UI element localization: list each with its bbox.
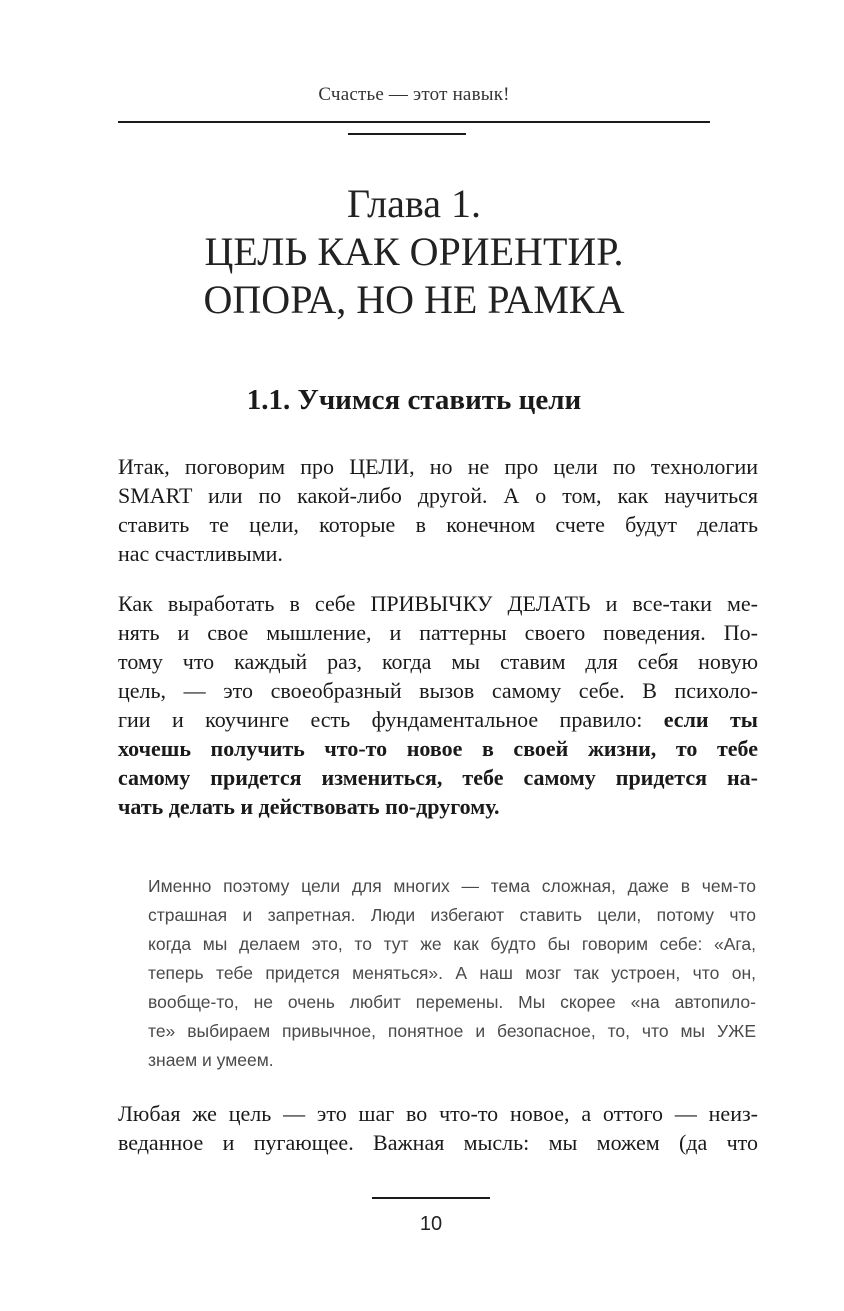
quote-line: знаем и умеем.	[148, 1050, 274, 1070]
paragraph-line: тому что каждый раз, когда мы ставим для себя новую	[118, 649, 758, 674]
chapter-title-line-1: ЦЕЛЬ КАК ОРИЕНТИР.	[204, 229, 624, 274]
quote-line: теперь тебе придется меняться». А наш мозг так устроен, что он,	[148, 963, 756, 983]
quote-line: когда мы делаем это, то тут же как будто бы говорим себе: «Ага,	[148, 934, 756, 954]
paragraph-line: нять и свое мышление, и паттерны своего поведения. По-	[118, 620, 758, 645]
paragraph-1	[118, 452, 758, 568]
paragraph-line-mixed	[118, 705, 758, 734]
paragraph-line: цель, — это своеобразный вызов самому себе. В психоло-	[118, 678, 758, 703]
quote-line: вообще-то, не очень любит перемены. Мы скорее «на автопило-	[148, 992, 756, 1012]
paragraph-line-bold: чать делать и действовать по-другому.	[118, 794, 500, 819]
chapter-title	[118, 180, 710, 324]
paragraph-2	[118, 589, 758, 821]
paragraph-line-bold: самому придется измениться, тебе самому придется на-	[118, 765, 758, 790]
quote-line: Именно поэтому цели для многих — тема сложная, даже в чем-то	[148, 876, 756, 896]
running-head: Счастье — этот навык!	[318, 84, 510, 105]
section-title: 1.1. Учимся ставить цели	[246, 384, 582, 416]
paragraph-text-bold: если ты	[663, 707, 758, 732]
page-number: 10	[419, 1213, 443, 1235]
footer-rule	[372, 1197, 490, 1199]
paragraph-line: ставить те цели, которые в конечном счете будут делать	[118, 512, 758, 537]
paragraph-line: Любая же цель — это шаг во что-то новое, а оттого — неиз-	[118, 1101, 758, 1126]
paragraph-line: SMART или по какой-либо другой. А о том, как научиться	[118, 483, 758, 508]
paragraph-4	[118, 1099, 758, 1157]
paragraph-line: веданное и пугающее. Важная мысль: мы можем (да что	[118, 1130, 758, 1155]
paragraph-line: Итак, поговорим про ЦЕЛИ, но не про цели по технологии	[118, 454, 758, 479]
quote-block	[148, 872, 756, 1075]
quote-line: те» выбираем привычное, понятное и безопасное, то, что мы УЖЕ	[148, 1021, 756, 1041]
chapter-title-line-2: ОПОРА, НО НЕ РАМКА	[203, 277, 625, 322]
paragraph-text-regular: гии и коучинге есть фундаментальное правило:	[118, 707, 664, 732]
quote-line: страшная и запретная. Люди избегают ставить цели, потому что	[148, 905, 756, 925]
header-rule	[118, 121, 710, 123]
paragraph-line-bold: хочешь получить что-то новое в своей жизни, то тебе	[118, 736, 758, 761]
chapter-number: Глава 1.	[347, 181, 481, 226]
paragraph-line: нас счастливыми.	[118, 541, 283, 566]
paragraph-line: Как выработать в себе ПРИВЫЧКУ ДЕЛАТЬ и все-таки ме-	[118, 591, 758, 616]
header-short-rule	[348, 133, 466, 135]
